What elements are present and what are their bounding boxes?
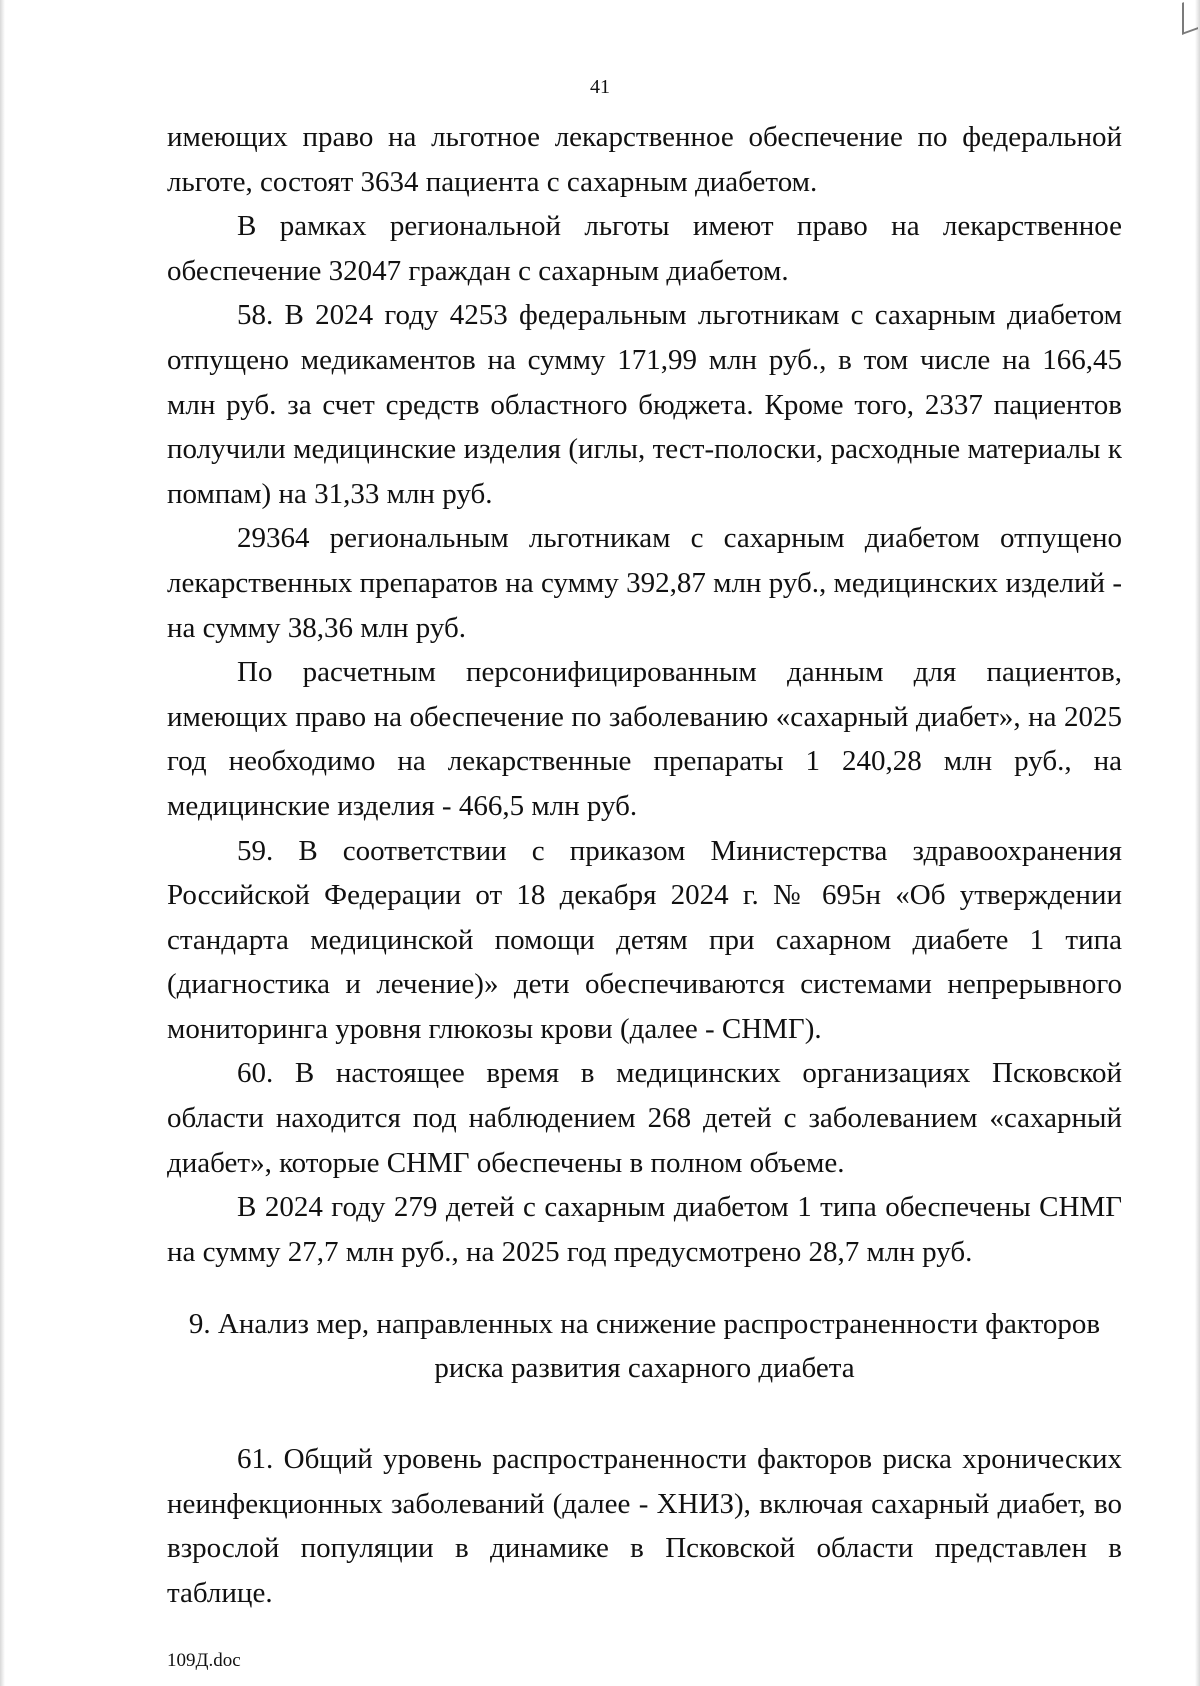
scan-edge-right — [1195, 0, 1200, 1686]
body-text-top — [167, 115, 1122, 1274]
paragraph-60: 60. В настоящее время в медицинских организациях Псковской области находится под наблюдением 268 детей с заболеванием «сахарный диабет», которые СНМГ обеспечены в полном объеме. — [167, 1057, 1122, 1179]
paragraph-58: 58. В 2024 году 4253 федеральным льготникам с сахарным диабетом отпущено медикаментов на сумму 171,99 млн руб., в том числе на 166,45 млн руб. за счет средств областного бюджета. Кроме того, 2337 пациентов получили медицинские изделия (иглы, тест-полоски, расходные материалы к помпам) на 31,33 млн руб. — [167, 299, 1122, 510]
paragraph-61: 61. Общий уровень распространенности факторов риска хронических неинфекционных заболеваний (далее - ХНИЗ), включая сахарный диабет, во взрослой популяции в динамике в Псковской области представлен в таблице. — [167, 1443, 1122, 1609]
scan-edge-left — [0, 0, 5, 1686]
paragraph-regional-benefit: В рамках региональной льготы имеют право на лекарственное обеспечение 32047 граждан с сахарным диабетом. — [167, 210, 1122, 287]
scan-corner-mark — [1182, 0, 1198, 35]
paragraph-59: 59. В соответствии с приказом Министерства здравоохранения Российской Федерации от 18 декабря 2024 г. № 695н «Об утверждении стандарта медицинской помощи детям при сахарном диабете 1 типа (диагностика и лечение)» дети обеспечиваются системами непрерывного мониторинга уровня глюкозы крови (далее - СНМГ). — [167, 834, 1122, 1045]
document-footer-filename: 109Д.doc — [167, 1650, 241, 1671]
paragraph-regional-beneficiaries: 29364 региональным льготникам с сахарным диабетом отпущено лекарственных препаратов на сумму 392,87 млн руб., медицинских изделий - на сумму 38,36 млн руб. — [167, 522, 1122, 644]
paragraph-personified-data: По расчетным персонифицированным данным для пациентов, имеющих право на обеспечение по заболеванию «сахарный диабет», на 2025 год необходимо на лекарственные препараты 1 240,28 млн руб., на медицинские изделия - 466,5 млн руб. — [167, 656, 1122, 822]
paragraph-cgm-2024: В 2024 году 279 детей с сахарным диабетом 1 типа обеспечены СНМГ на сумму 27,7 млн руб., на 2025 год предусмотрено 28,7 млн руб. — [167, 1191, 1122, 1268]
page-number: 41 — [590, 76, 610, 98]
section-heading-9 — [167, 1302, 1122, 1390]
paragraph-continuation: имеющих право на льготное лекарственное обеспечение по федеральной льготе, состоят 3634 пациента с сахарным диабетом. — [167, 121, 1122, 198]
section-heading-line-1: 9. Анализ мер, направленных на снижение распространенности факторов — [188, 1308, 1101, 1340]
body-text-bottom — [167, 1437, 1122, 1615]
section-heading-line-2: риска развития сахарного диабета — [434, 1352, 855, 1384]
